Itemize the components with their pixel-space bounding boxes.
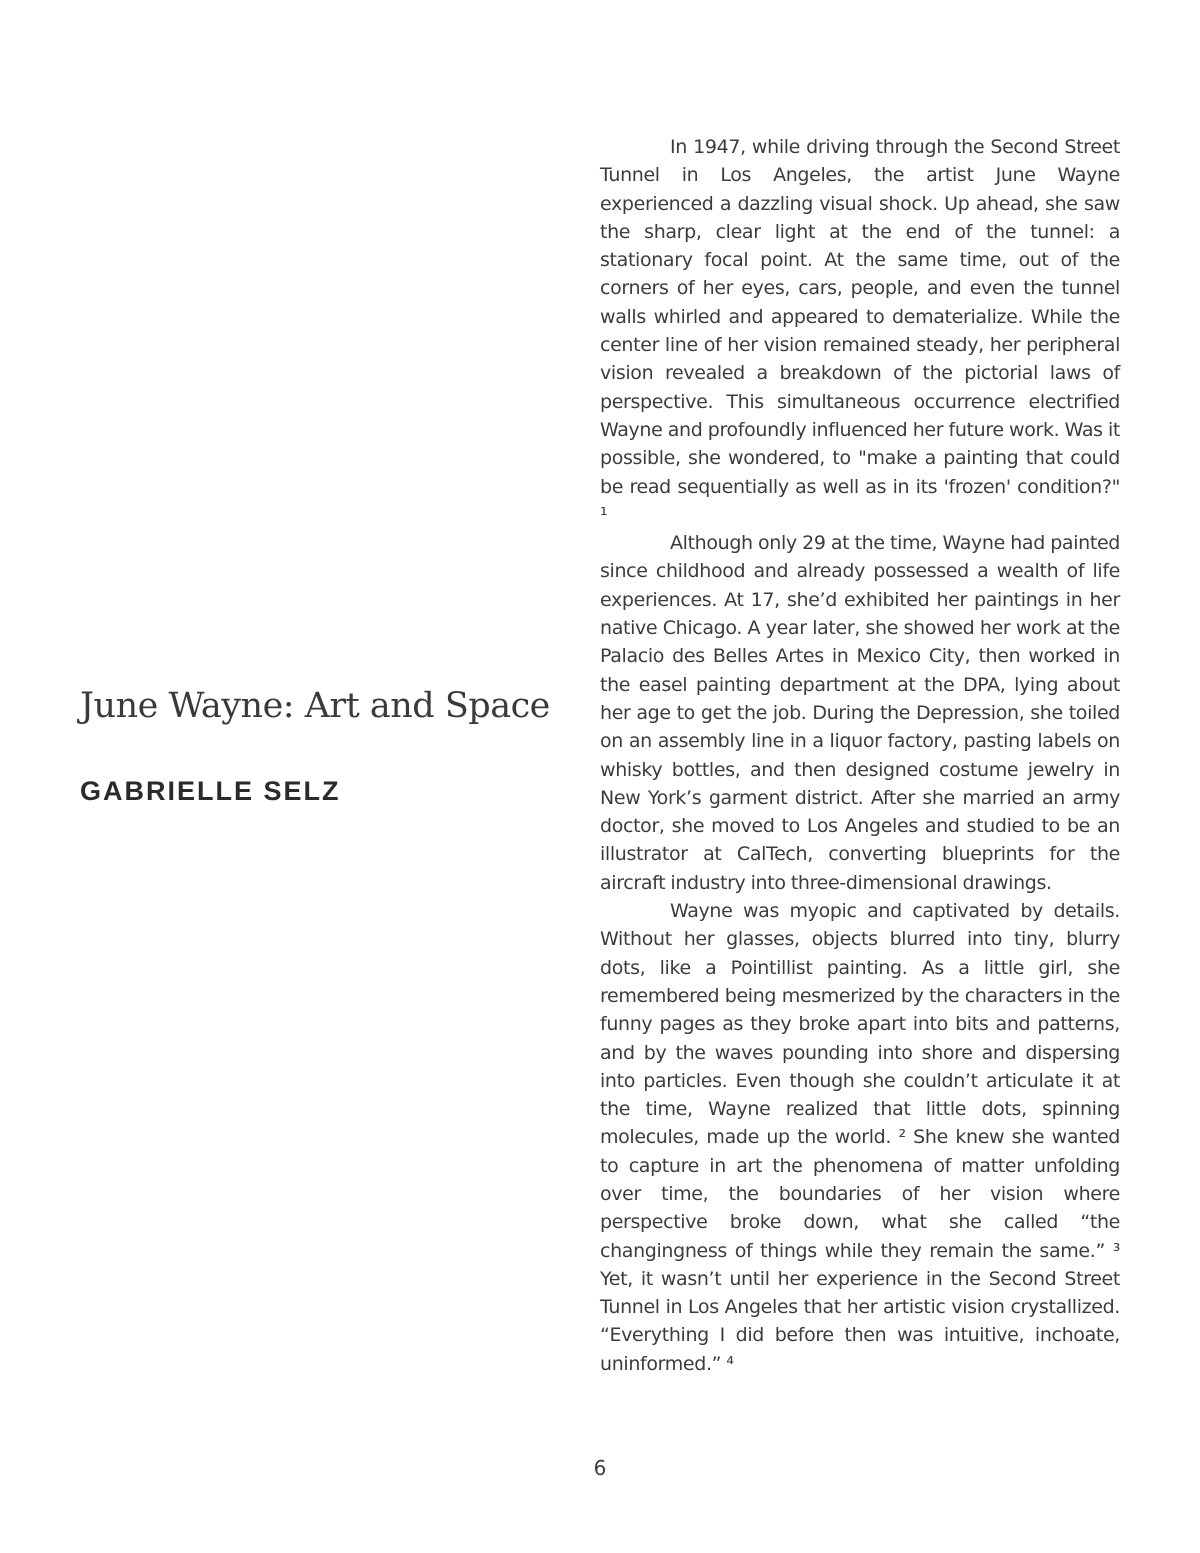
page-number: 6 (593, 1456, 607, 1480)
body-paragraph-3: Wayne was myopic and captivated by details. Without her glasses, objects blurred into tiny, blurry dots, like a Pointillist painting. As a little girl, she remembered being mesmerized by the characters in the funny pages as they broke apart into bits and patterns, and by the waves pounding into shore and dispersing into particles. Even though she couldn’t articulate it at the time, Wayne realized that little dots, spinning molecules, made up the world. ² She knew she wanted to capture in art the phenomena of matter unfolding over time, the boundaries of her vision where perspective broke down, what she called “the changingness of things while they remain the same.” ³ Yet, it wasn’t until her experience in the Second Street Tunnel in Los Angeles that her artistic vision crystallized. “Everything I did before then was intuitive, inchoate, uninformed.” ⁴ (600, 900, 1120, 1375)
essay-title: June Wayne: Art and Space (80, 686, 550, 726)
body-paragraph-1: In 1947, while driving through the Second Street Tunnel in Los Angeles, the artist June Wayne experienced a dazzling visual shock. Up ahead, she saw the sharp, clear light at the end of the tunnel: a stationary focal point. At the same time, out of the corners of her eyes, cars, people, and even the tunnel walls whirled and appeared to dematerialize. While the center line of her vision remained steady, her peripheral vision revealed a breakdown of the pictorial laws of perspective. This simultaneous occurrence electrified Wayne and profoundly influenced her future work. Was it possible, she wondered, to "make a painting that could be read sequentially as well as in its 'frozen' condition?" ¹ (600, 136, 1120, 526)
body-text-column (600, 133, 1120, 1378)
body-paragraph-2: Although only 29 at the time, Wayne had painted since childhood and already possessed a wealth of life experiences. At 17, she’d exhibited her paintings in her native Chicago. A year later, she showed her work at the Palacio des Belles Artes in Mexico City, then worked in the easel painting department at the DPA, lying about her age to get the job. During the Depression, she toiled on an assembly line in a liquor factory, pasting labels on whisky bottles, and then designed costume jewelry in New York’s garment district. After she married an army doctor, she moved to Los Angeles and studied to be an illustrator at CalTech, converting blueprints for the aircraft industry into three-dimensional drawings. (600, 532, 1120, 894)
title-block (80, 683, 560, 808)
essay-author: GABRIELLE SELZ (80, 776, 341, 806)
